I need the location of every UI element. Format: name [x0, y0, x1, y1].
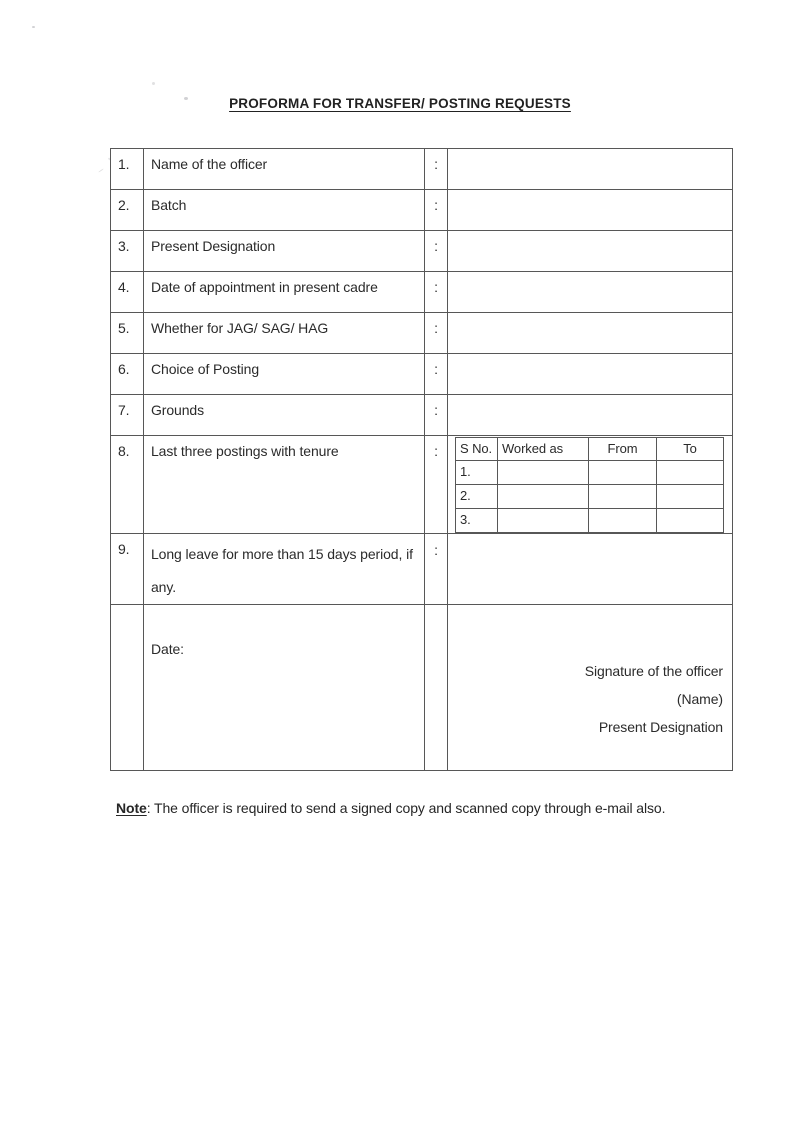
column-header-from: From [589, 438, 657, 461]
posting-from-cell [589, 509, 657, 533]
row-number: 1. [111, 149, 144, 190]
posting-worked-as-cell [498, 461, 589, 485]
scan-artifact [32, 26, 35, 28]
posting-to-cell [657, 509, 724, 533]
signature-designation-line: Present Designation [598, 719, 723, 735]
row-label: Choice of Posting [144, 354, 425, 395]
signature-cell [448, 605, 733, 771]
postings-row-1 [456, 461, 724, 485]
colon-separator: : [425, 313, 448, 354]
posting-from-cell [589, 485, 657, 509]
footer-note [116, 800, 665, 816]
row-label: Whether for JAG/ SAG/ HAG [144, 313, 425, 354]
row-number: 9. [111, 534, 144, 605]
form-title: PROFORMA FOR TRANSFER/ POSTING REQUESTS [229, 96, 571, 111]
colon-separator: : [425, 231, 448, 272]
choice-of-posting-value-cell [448, 354, 733, 395]
table-row-choice-of-posting [111, 354, 733, 395]
name-of-officer-value-cell [448, 149, 733, 190]
row-number: 6. [111, 354, 144, 395]
postings-history-table [455, 437, 724, 533]
table-row-date-of-appointment [111, 272, 733, 313]
empty-colon-cell [425, 605, 448, 771]
table-row-batch [111, 190, 733, 231]
table-row-long-leave [111, 534, 733, 605]
postings-row-2 [456, 485, 724, 509]
column-header-worked-as: Worked as [498, 438, 589, 461]
colon-separator: : [425, 354, 448, 395]
posting-from-cell [589, 461, 657, 485]
empty-number-cell [111, 605, 144, 771]
batch-value-cell [448, 190, 733, 231]
jag-sag-hag-value-cell [448, 313, 733, 354]
scan-artifact [152, 82, 155, 85]
posting-sno: 1. [456, 461, 498, 485]
posting-sno: 3. [456, 509, 498, 533]
column-header-sno: S No. [456, 438, 498, 461]
row-number: 2. [111, 190, 144, 231]
postings-header-row [456, 438, 724, 461]
posting-to-cell [657, 461, 724, 485]
colon-separator: : [425, 436, 448, 534]
row-label: Grounds [144, 395, 425, 436]
table-row-last-three-postings [111, 436, 733, 534]
posting-worked-as-cell [498, 509, 589, 533]
table-row-present-designation [111, 231, 733, 272]
date-of-appointment-value-cell [448, 272, 733, 313]
row-number: 8. [111, 436, 144, 534]
row-label: Present Designation [144, 231, 425, 272]
colon-separator: : [425, 190, 448, 231]
table-row-date-signature [111, 605, 733, 771]
colon-separator: : [425, 149, 448, 190]
present-designation-value-cell [448, 231, 733, 272]
scan-artifact [98, 168, 103, 172]
signature-block [448, 605, 732, 741]
postings-row-3 [456, 509, 724, 533]
row-label: Long leave for more than 15 days period, if any. [144, 534, 425, 605]
note-label: Note [116, 800, 147, 816]
date-label: Date: [144, 605, 425, 771]
transfer-request-table [110, 148, 733, 771]
row-label: Name of the officer [144, 149, 425, 190]
long-leave-value-cell [448, 534, 733, 605]
posting-worked-as-cell [498, 485, 589, 509]
column-header-to: To [657, 438, 724, 461]
colon-separator: : [425, 534, 448, 605]
row-number: 3. [111, 231, 144, 272]
table-row-grounds [111, 395, 733, 436]
postings-value-cell [448, 436, 733, 534]
row-number: 7. [111, 395, 144, 436]
signature-line: Signature of the officer [584, 663, 723, 679]
posting-to-cell [657, 485, 724, 509]
table-row-name-of-officer [111, 149, 733, 190]
signature-name-line: (Name) [676, 691, 723, 707]
posting-sno: 2. [456, 485, 498, 509]
row-label: Date of appointment in present cadre [144, 272, 425, 313]
row-number: 4. [111, 272, 144, 313]
colon-separator: : [425, 272, 448, 313]
row-label: Last three postings with tenure [144, 436, 425, 534]
grounds-value-cell [448, 395, 733, 436]
row-number: 5. [111, 313, 144, 354]
note-text: : The officer is required to send a signed copy and scanned copy through e-mail also. [146, 800, 666, 816]
table-row-jag-sag-hag [111, 313, 733, 354]
row-label: Batch [144, 190, 425, 231]
colon-separator: : [425, 395, 448, 436]
